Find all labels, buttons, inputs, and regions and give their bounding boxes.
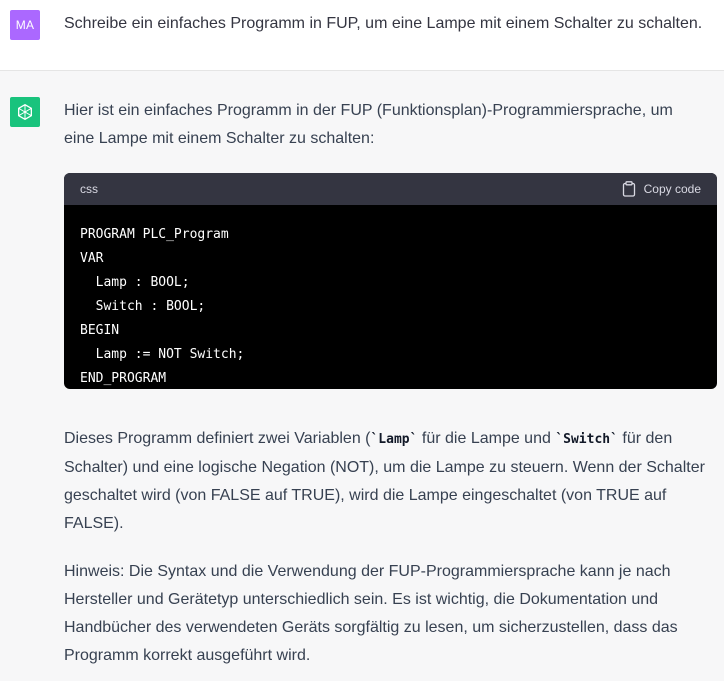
- code-line: VAR: [80, 251, 104, 266]
- code-line: PROGRAM PLC_Program: [80, 227, 229, 242]
- assistant-avatar: [10, 97, 40, 127]
- inline-code-lamp: `Lamp`: [370, 432, 418, 447]
- code-line: END_PROGRAM: [80, 371, 167, 386]
- code-line: Switch : BOOL;: [80, 299, 206, 314]
- code-header: [64, 173, 717, 205]
- copy-code-label: Copy code: [643, 182, 701, 196]
- assistant-intro: Hier ist ein einfaches Programm in der FUP (Funktionsplan)-Programmiersprache, um eine Lampe mit einem Schalter zu schalten:: [64, 102, 673, 147]
- code-line: BEGIN: [80, 323, 120, 338]
- code-block: [64, 173, 717, 389]
- code-content: [64, 205, 717, 389]
- inline-code-switch: `Switch`: [555, 432, 618, 447]
- user-message-text: Schreibe ein einfaches Programm in FUP, um eine Lampe mit einem Schalter zu schalten.: [64, 15, 703, 32]
- user-avatar: MA: [10, 10, 40, 40]
- explanation-text: für den Schalter) und eine logische Negation (NOT), um die Lampe zu steuern. Wenn der Schalter geschaltet wird (von FALSE auf TRUE), wird die Lampe eingeschaltet (von TRUE auf FALSE).: [64, 430, 705, 532]
- explanation-text: Dieses Programm definiert zwei Variablen (: [64, 430, 371, 447]
- assistant-explanation: [64, 425, 716, 538]
- openai-logo-icon: [15, 102, 35, 122]
- user-message: [0, 0, 724, 71]
- code-language-label: css: [80, 182, 98, 196]
- copy-code-button[interactable]: [622, 181, 701, 197]
- assistant-message: [0, 71, 724, 681]
- assistant-content: [64, 97, 716, 670]
- code-line: Lamp := NOT Switch;: [80, 347, 245, 362]
- clipboard-icon: [622, 181, 636, 197]
- assistant-note: Hinweis: Die Syntax und die Verwendung der FUP-Programmiersprache kann je nach Hersteller und Gerätetyp unterschiedlich sein. Es ist wichtig, die Dokumentation und Handbücher des verwendeten Geräts sorgfältig zu lesen, um sicherzustellen, dass das Programm korrekt ausgeführt wird.: [64, 563, 678, 664]
- explanation-text: für die Lampe und: [417, 430, 556, 447]
- code-line: Lamp : BOOL;: [80, 275, 190, 290]
